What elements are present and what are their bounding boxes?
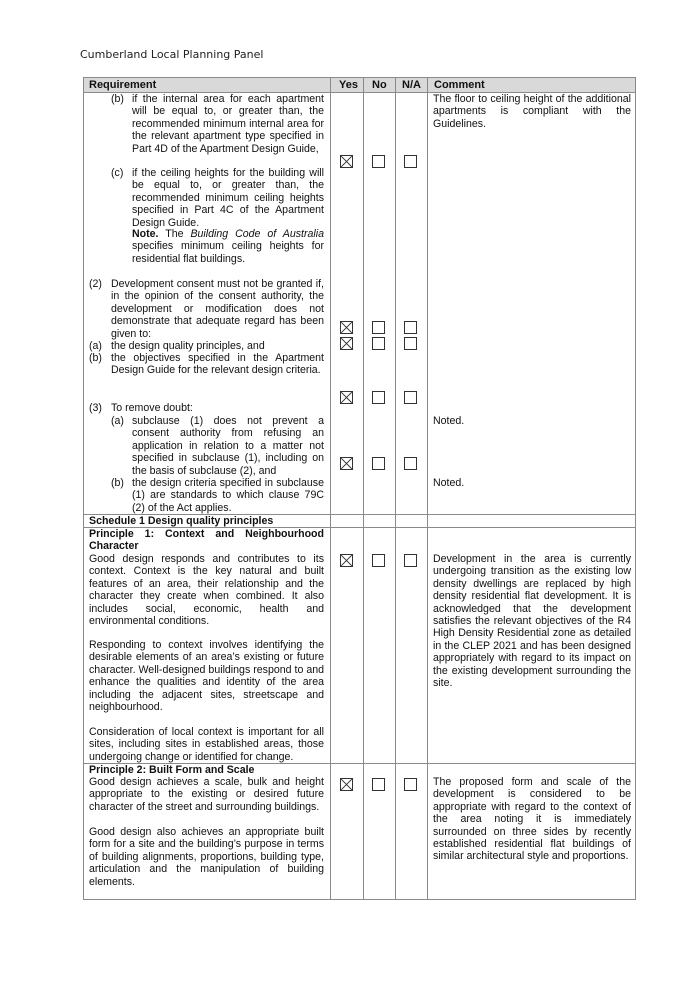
item-label: (3) (89, 402, 102, 414)
requirement-2-text: Development consent must not be granted if, in the opinion of the consent authority, the development or modification does not demonstrate that adequate regard has been given to: (111, 278, 324, 340)
na-checkbox[interactable] (404, 391, 417, 404)
no-checkbox[interactable] (372, 554, 385, 567)
compliance-table (83, 77, 636, 900)
na-checkbox[interactable] (404, 337, 417, 350)
item-label: (b) (111, 93, 124, 105)
principle-2-para-2: Good design also achieves an appropriate built form for a site and the building’s purpose in terms of building alignments, proportions, building type, articulation and the manipulation of building elements. (89, 826, 324, 888)
comment-noted: Noted. (433, 415, 465, 427)
principle-1-para-3: Consideration of local context is important for all sites, including sites in established areas, those undergoing change or identified for change. (89, 726, 324, 763)
item-label: (a) (89, 340, 102, 352)
note-emphasis: Building Code of Australia (190, 228, 324, 240)
requirement-3-text: To remove doubt: (111, 402, 193, 414)
yes-checkbox[interactable] (340, 155, 353, 168)
principle-2-title: Principle 2: Built Form and Scale (89, 764, 255, 776)
yes-checkbox[interactable] (340, 778, 353, 791)
column-divider (330, 78, 331, 899)
requirement-c-text: if the ceiling heights for the building will be equal to, or greater than, the recommended minimum ceiling heights specified in Part 4C of the Apartment Design Guide. (132, 167, 324, 229)
requirement-b-text: if the internal area for each apartment will be equal to, or greater than, the recommended minimum internal area for the relevant apartment type specified in Part 4D of the Apartment Design Guide, (132, 93, 324, 155)
item-label: (2) (89, 278, 102, 290)
principle-1-para-2: Responding to context involves identifying the desirable elements of an area’s existing or future character. Well-designed buildings respond to and enhance the qualities and identity of the area including the adjacent sites, streetscape and neighbourhood. (89, 639, 324, 714)
na-checkbox[interactable] (404, 778, 417, 791)
item-label: (b) (111, 477, 124, 489)
table-header-row (84, 78, 635, 92)
schedule-heading: Schedule 1 Design quality principles (89, 515, 274, 527)
no-checkbox[interactable] (372, 391, 385, 404)
yes-checkbox[interactable] (340, 337, 353, 350)
principle-2-para-1: Good design achieves a scale, bulk and height appropriate to the existing or desired future character of the street and surrounding buildings. (89, 776, 324, 813)
column-divider (395, 78, 396, 899)
requirement-3a-text: subclause (1) does not prevent a consent authority from refusing an application in relation to a matter not specified in subclause (1), including on the basis of subclause (2), and (132, 415, 324, 477)
header-yes: Yes (339, 79, 358, 91)
no-checkbox[interactable] (372, 337, 385, 350)
na-checkbox[interactable] (404, 321, 417, 334)
yes-checkbox[interactable] (340, 554, 353, 567)
yes-checkbox[interactable] (340, 457, 353, 470)
yes-checkbox[interactable] (340, 391, 353, 404)
header-comment: Comment (434, 79, 485, 91)
principle-1-comment: Development in the area is currently undergoing transition as the existing low density dwellings are replaced by high density residential flat development. It is acknowledged that the development satisfies the relevant objectives of the R4 High Density Residential zone as detailed in the CLEP 2021 and has been designed appropriately with regard to its impact on the existing development surrounding the site. (433, 553, 631, 690)
requirement-2b-text: the objectives specified in the Apartment Design Guide for the relevant design criteria. (111, 352, 324, 377)
no-checkbox[interactable] (372, 457, 385, 470)
principle-1-title: Principle 1: Context and Neighbourhood Character (89, 528, 324, 553)
na-checkbox[interactable] (404, 155, 417, 168)
header-requirement: Requirement (89, 79, 157, 91)
principle-2-comment: The proposed form and scale of the development is considered to be appropriate with regard to the context of the area noting it is immediately surrounded on three sides by recently established residential flat buildings of similar architectural style and proportions. (433, 776, 631, 863)
principle-1-para-1: Good design responds and contributes to its context. Context is the key natural and built features of an area, their relationship and the character they create when combined. It also includes social, economic, health and environmental conditions. (89, 553, 324, 628)
header-na: N/A (402, 79, 421, 91)
item-label: (c) (111, 167, 124, 179)
yes-checkbox[interactable] (340, 321, 353, 334)
requirement-note (132, 228, 324, 265)
comment-ceiling-height: The floor to ceiling height of the additional apartments is compliant with the Guidelines. (433, 93, 631, 130)
note-label: Note. (132, 228, 159, 240)
item-label: (b) (89, 352, 102, 364)
comment-noted: Noted. (433, 477, 465, 489)
header-no: No (372, 79, 387, 91)
requirement-2a-text: the design quality principles, and (111, 340, 265, 352)
page-header: Cumberland Local Planning Panel (80, 48, 264, 61)
no-checkbox[interactable] (372, 155, 385, 168)
na-checkbox[interactable] (404, 457, 417, 470)
note-post: specifies minimum ceiling heights for residential flat buildings. (132, 240, 324, 265)
na-checkbox[interactable] (404, 554, 417, 567)
no-checkbox[interactable] (372, 321, 385, 334)
column-divider (427, 78, 428, 899)
note-pre: The (158, 228, 191, 240)
item-label: (a) (111, 415, 124, 427)
no-checkbox[interactable] (372, 778, 385, 791)
column-divider (363, 78, 364, 899)
requirement-3b-text: the design criteria specified in subclause (1) are standards to which clause 79C (2) of the Act applies. (132, 477, 324, 514)
